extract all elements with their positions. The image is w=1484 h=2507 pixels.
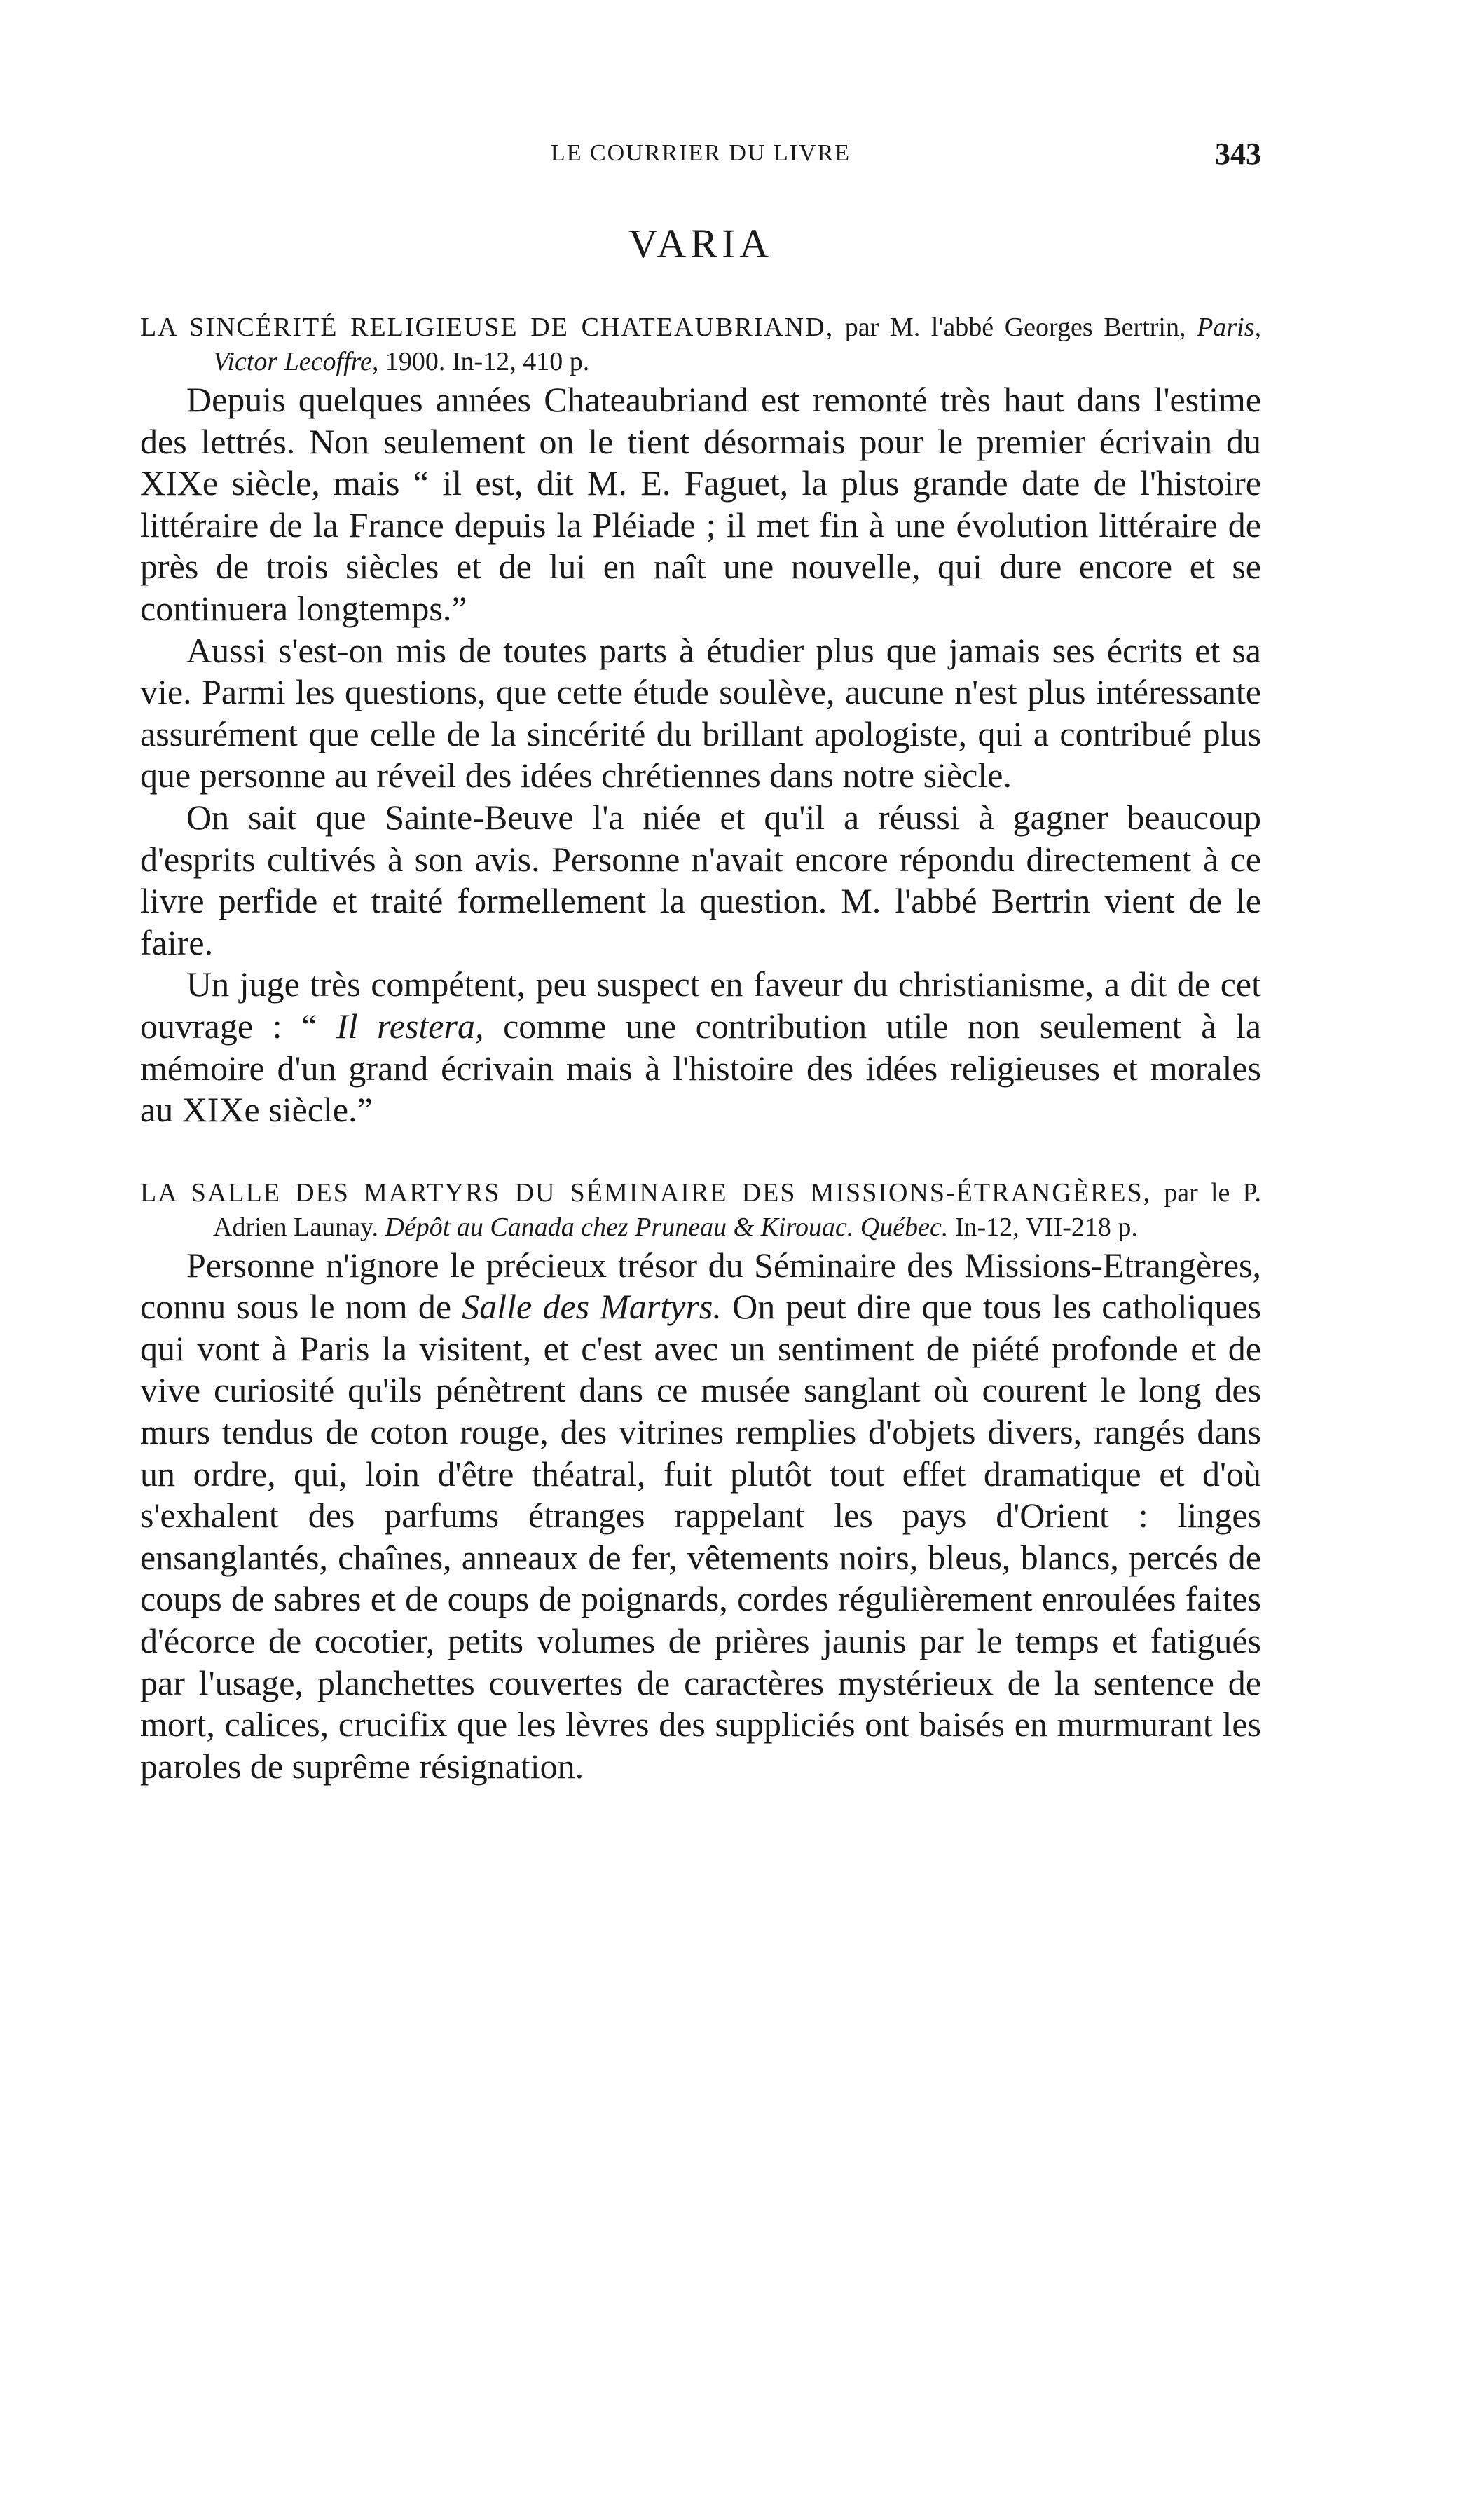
running-title: LE COURRIER DU LIVRE (550, 140, 851, 166)
book-author: par M. l'abbé Georges Bertrin, (834, 313, 1197, 342)
book-author: par le P. Adrien Launay. (213, 1177, 1261, 1242)
paragraph (140, 964, 1261, 1130)
book-title: LA SINCÉRITÉ RELIGIEUSE DE CHATEAUBRIAND, (140, 313, 834, 342)
title-emphasis: Salle des Martyrs. (462, 1287, 722, 1327)
paragraph-text: On peut dire que tous les catholiques qui vont à Paris la visitent, et c'est avec un sentiment de piété profonde et de vive curiosité qu'ils pénètrent dans ce musée sanglant où courent le long des murs tendus de coton rouge, des vitrines remplies d'objets divers, rangés dans un ordre, qui, loin d'être théatral, fuit plutôt tout effet dramatique et d'où s'exhalent des parfums étranges rappelant les pays d'Orient : linges ensanglantés, chaînes, anneaux de fer, vêtements noirs, bleus, blancs, percés de coups de sabres et de coups de poignards, cordes régulièrement enroulées faites d'écorce de cocotier, petits volumes de prières jaunis par le temps et fatigués par l'usage, planchettes couvertes de caractères mystérieux de la sentence de mort, calices, crucifix que les lèvres des suppliciés ont baisés en murmurant les paroles de suprême résignation. (140, 1287, 1262, 1786)
quote-emphasis: Il restera, (336, 1006, 484, 1046)
section-title: VARIA (628, 221, 774, 266)
book-format: In-12, VII-218 p. (948, 1212, 1138, 1242)
book-heading (140, 310, 1261, 379)
page-body (140, 133, 1261, 1787)
book-title: LA SALLE DES MARTYRS DU SÉMINAIRE DES MISSIONS-ÉTRANGÈRES, (140, 1177, 1152, 1208)
paragraph-text: comme une contribution utile non seulement à la mémoire d'un grand écrivain mais à l'histoire des idées religieuses et morales au XIXe siècle.” (140, 1006, 1262, 1130)
book-format: 1900. In-12, 410 p. (378, 347, 590, 376)
book-publisher: Dépôt au Canada chez Pruneau & Kirouac. Québec. (385, 1212, 949, 1242)
running-head (140, 133, 1261, 175)
review-entry-chateaubriand (140, 310, 1261, 1131)
review-entry-salle-des-martyrs (140, 1176, 1261, 1788)
paragraph-text: Personne n'ignore le précieux trésor du Séminaire des Missions-Etrangères, connu sous le nom de (140, 1245, 1261, 1327)
paragraph-text: Un juge très compétent, peu suspect en faveur du christianisme, a dit de cet ouvrage : “ (140, 964, 1261, 1046)
book-heading (140, 1176, 1261, 1245)
paragraph: On sait que Sainte-Beuve l'a niée et qu'il a réussi à gagner beaucoup d'esprits cultivés à son avis. Personne n'avait encore répondu directement à ce livre perfide et traité formellement la question. M. l'abbé Bertrin vient de le faire. (140, 797, 1261, 962)
paragraph (140, 1245, 1261, 1788)
paragraph: Depuis quelques années Chateaubriand est remonté très haut dans l'estime des lettrés. Non seulement on le tient désormais pour le premier écrivain du XIXe siècle, mais “ il est, dit M. E. Faguet, la plus grande date de l'histoire littéraire de la France depuis la Pléiade ; il met fin à une évolution littéraire de près de trois siècles et de lui en naît une nouvelle, qui dure encore et se continuera longtemps.” (140, 380, 1261, 628)
paragraph: Aussi s'est-on mis de toutes parts à étudier plus que jamais ses écrits et sa vie. Parmi les questions, que cette étude soulève, aucune n'est plus intéressante assurément que celle de la sincérité du brillant apologiste, qui a contribué plus que personne au réveil des idées chrétiennes dans notre siècle. (140, 630, 1261, 795)
page-number: 343 (1215, 137, 1261, 171)
book-publisher: Paris, Victor Lecoffre, (213, 313, 1261, 376)
